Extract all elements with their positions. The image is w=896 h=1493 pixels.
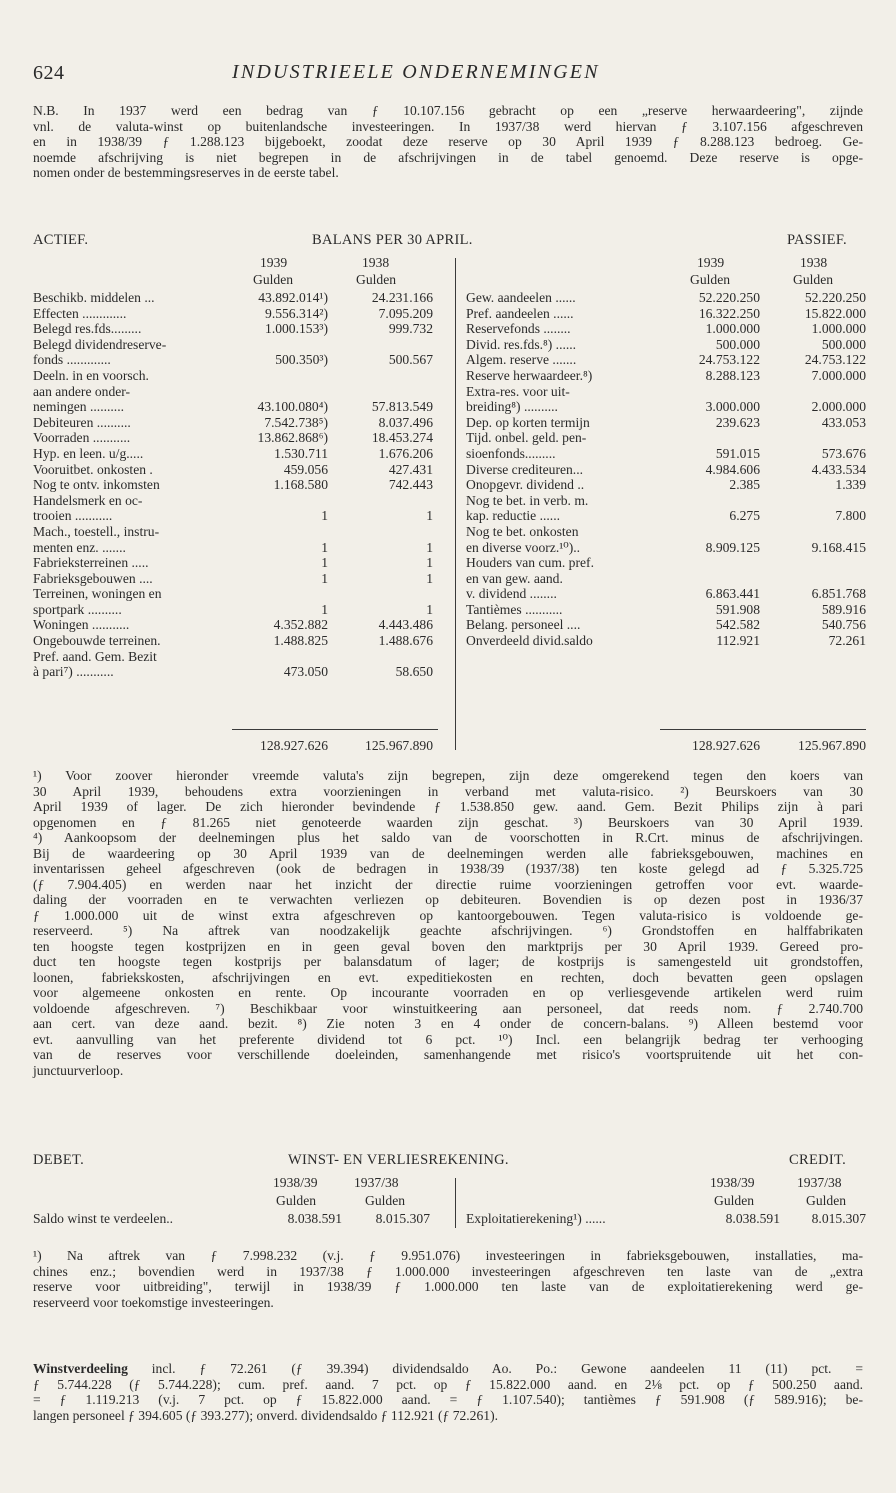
table-row [33, 508, 453, 524]
table-row [466, 368, 866, 384]
row-value-previous: 999.732 [388, 321, 433, 337]
passief-year-1939: 1939 [697, 255, 725, 270]
credit-heading: CREDIT. [789, 1152, 847, 1168]
row-label: menten enz. ....... [33, 539, 126, 555]
actief-table [33, 290, 453, 680]
row-label: breiding⁸) .......... [466, 399, 558, 415]
table-row [33, 446, 453, 462]
page-title: INDUSTRIEELE ONDERNEMINGEN [232, 61, 600, 83]
row-label: Fabrieksgebouwen .... [33, 570, 153, 586]
table-row [33, 337, 453, 353]
row-label: Belegd dividendreserve- [33, 336, 167, 352]
row-label: aan andere onder- [33, 383, 131, 399]
actief-unit-a: Gulden [253, 272, 294, 287]
table-row [33, 617, 453, 633]
text-line: nomen onder de bestemmingsreserves in de eerste tabel. [33, 165, 339, 180]
row-value-previous: 500.567 [388, 352, 433, 368]
row-value-previous: 15.822.000 [804, 305, 866, 321]
credit-year-a: 1938/39 [710, 1175, 755, 1190]
passief-total-rule [660, 729, 866, 730]
row-value-current: 1.530.711 [274, 445, 328, 461]
table-row [33, 384, 453, 400]
actief-total-rule [232, 729, 438, 730]
actief-year-1939: 1939 [260, 255, 288, 270]
text-line: April 1939 of lager. De zich hieronder bevindende ƒ 1.538.850 gew. aand. Gem. Bezit Philips zijn à pari [33, 799, 863, 814]
row-label: Nog te ontv. inkomsten [33, 477, 160, 493]
text-line: Bij de waardeering op 30 April 1939 van de deelnemingen werden alle fabrieksgebouwen, machines en [33, 845, 863, 861]
passief-total-1939: 128.927.626 [692, 738, 760, 753]
table-row [466, 337, 866, 353]
row-label: Gew. aandeelen ...... [466, 290, 576, 305]
row-value-current: 591.908 [715, 601, 760, 617]
row-value-current: 239.623 [715, 414, 760, 430]
table-row [466, 446, 866, 462]
row-value-previous: 52.220.250 [804, 290, 866, 305]
debet-label: Saldo winst te verdeelen.. [33, 1211, 174, 1226]
row-value-previous: 500.000 [821, 336, 866, 352]
text-line: voldoende afgeschreven. ⁷) Beschikbaar voor winstuitkeering aan personeel, dat reeds nom. ƒ 2.740.700 [33, 1000, 863, 1016]
row-value-current: 500.000 [715, 336, 760, 352]
row-label: Ongebouwde terreinen. [33, 633, 161, 649]
row-value-previous: 57.813.549 [371, 399, 433, 415]
actief-unit-b: Gulden [356, 272, 397, 287]
row-value-current: 3.000.000 [705, 399, 760, 415]
row-value-current: 6.863.441 [705, 586, 760, 602]
row-value-previous: 4.433.534 [811, 461, 866, 477]
text-line: reserve voor uitbreiding", terwijl in 1938/39 ƒ 1.000.000 ten laste van de exploitatierekening werd ge- [33, 1279, 863, 1294]
row-value-current: 2.385 [729, 477, 760, 493]
table-row [466, 415, 866, 431]
row-value-current: 542.582 [715, 617, 760, 633]
row-value-current: 112.921 [716, 633, 760, 649]
row-value-current: 4.352.882 [273, 617, 328, 633]
actief-total-1938: 125.967.890 [365, 738, 433, 753]
row-value-current: 52.220.250 [698, 290, 760, 305]
table-row [466, 399, 866, 415]
balance-heading: BALANS PER 30 APRIL. [312, 232, 473, 248]
text-line: reserveerd voor toekomstige investeeringen. [33, 1294, 274, 1310]
table-row [466, 430, 866, 446]
row-value-previous: 72.261 [828, 633, 866, 649]
table-row [466, 321, 866, 337]
text-line: noemde afschrijving is niet begrepen in de afschrijvingen in de tabel genoemd. Deze reserve is opge- [33, 149, 863, 165]
passief-heading: PASSIEF. [787, 232, 847, 248]
row-label: Algem. reserve ....... [466, 352, 577, 368]
table-row [466, 306, 866, 322]
passief-table [466, 290, 866, 649]
table-row [466, 555, 866, 571]
row-value-current: 1.488.825 [273, 633, 328, 649]
row-value-previous: 427.431 [388, 461, 433, 477]
text-line: 30 April 1939, behoudens extra voorzieningen in verband met valuta-risico. ²) Beurskoers van 30 [33, 783, 863, 799]
row-value-previous: 1 [426, 570, 433, 586]
row-label: kap. reductie ...... [466, 508, 560, 524]
passief-year-1938: 1938 [800, 255, 828, 270]
passief-unit-a: Gulden [690, 272, 731, 287]
winstverdeeling-paragraph [33, 1361, 863, 1423]
actief-heading: ACTIEF. [33, 232, 89, 248]
credit-unit-a: Gulden [714, 1193, 755, 1208]
text-line: en in 1938/39 ƒ 1.288.123 bijgeboekt, zoodat deze reserve op 30 April 1939 ƒ 8.288.123 bedroeg. Ge- [33, 134, 863, 149]
row-value-previous: 433.053 [821, 414, 866, 430]
row-label: Reserve herwaardeer.⁸) [466, 367, 593, 383]
pl-divider [455, 1178, 456, 1228]
row-label: Belang. personeel .... [466, 617, 581, 633]
table-row [466, 352, 866, 368]
row-label: Tantièmes ........... [466, 601, 563, 617]
row-value-current: 9.556.314²) [265, 305, 328, 321]
text-line: (ƒ 7.904.405) en werden naar het inzicht der directie ruime voorzieningen getroffen voor evt. waarde- [33, 876, 863, 892]
row-value-previous: 1.676.206 [378, 445, 433, 461]
text-line: ten hoogste tegen kostprijzen en in geen geval boven den marktprijs per 30 April 1939. Gereed pro- [33, 938, 863, 954]
row-label: Nog te bet. onkosten [466, 523, 579, 539]
debet-heading: DEBET. [33, 1152, 85, 1168]
text-line: aan cert. van deze aand. bezit. ⁸) Zie noten 3 en 4 onder de concern-balans. ⁹) Alleen bestemd voor [33, 1016, 863, 1031]
text-line: ¹) Na aftrek van ƒ 7.998.232 (v.j. ƒ 9.951.076) investeeringen in fabrieksgebouwen, installaties, ma- [33, 1248, 863, 1263]
row-value-previous: 2.000.000 [811, 399, 866, 415]
table-row [33, 664, 453, 680]
row-value-current: 1.168.580 [273, 477, 328, 493]
table-row [33, 555, 453, 571]
row-label: à pari⁷) ........... [33, 664, 114, 680]
row-value-previous: 4.443.486 [378, 617, 433, 633]
row-label: sioenfonds......... [466, 445, 556, 461]
row-label: Onverdeeld divid.saldo [466, 633, 593, 649]
row-value-previous: 1 [426, 539, 433, 555]
row-value-current: 500.350³) [275, 352, 328, 368]
row-label: Nog te bet. in verb. m. [466, 492, 589, 508]
text-line: evt. aanvulling van het preferente dividend tot 6 pct. ¹⁰) Incl. een belangrijk bedrag ter verhooging [33, 1031, 863, 1047]
text-line: duct ten hoogste tegen kostprijs per balansdatum of lager; de kostprijs is samengesteld uit grondstoffen, [33, 954, 863, 969]
row-label: v. dividend ........ [466, 586, 557, 602]
row-label: Handelsmerk en oc- [33, 492, 143, 508]
text-line: N.B. In 1937 werd een bedrag van ƒ 10.107.156 gebracht op een „reserve herwaardeering", zijnde [33, 103, 863, 118]
row-label: Vooruitbet. onkosten . [33, 461, 153, 477]
row-value-previous: 742.443 [388, 477, 433, 493]
row-label: Mach., toestell., instru- [33, 523, 160, 539]
row-value-current: 6.275 [729, 508, 760, 524]
table-row [466, 633, 866, 649]
row-value-current: 24.753.122 [698, 352, 760, 368]
row-label: trooien ........... [33, 508, 113, 524]
row-label: Woningen ........... [33, 617, 130, 633]
debet-unit-a: Gulden [276, 1193, 317, 1208]
row-value-previous: 7.800 [835, 508, 866, 524]
table-row [33, 602, 453, 618]
text-line [33, 1361, 863, 1377]
row-value-current: 1 [321, 539, 328, 555]
row-label: Pref. aand. Gem. Bezit [33, 648, 157, 664]
text-line: vnl. de valuta-winst op buitenlandsche investeeringen. In 1937/38 werd hiervan ƒ 3.107.156 afgeschreven [33, 118, 863, 134]
text-line: opgenomen en ƒ 81.265 niet genoteerde waarden zijn geschat. ³) Beurskoers van 30 April 1939. [33, 814, 863, 830]
table-row [466, 571, 866, 587]
text-line: van de reserves voor verschillende doeleinden, samenhangende met risico's voortspruitende uit het con- [33, 1047, 863, 1062]
winstverdeeling-label: Winstverdeeling [33, 1361, 128, 1376]
row-label: Reservefonds ........ [466, 321, 571, 337]
table-row [33, 633, 453, 649]
row-value-current: 43.892.014¹) [258, 290, 328, 305]
text-line: = ƒ 1.119.213 (v.j. 7 pct. op ƒ 15.822.000 aand. = ƒ 1.107.540); tantièmes ƒ 591.908 (ƒ 589.916); be- [33, 1392, 863, 1407]
row-label: Hyp. en leen. u/g..... [33, 445, 144, 461]
text-line: chines enz.; bovendien werd in 1937/38 ƒ 1.000.000 investeeringen afgeschreven ten laste van de „extra [33, 1263, 863, 1279]
debet-year-a: 1938/39 [273, 1175, 318, 1190]
table-row [466, 617, 866, 633]
text-line: inventarissen geheel afgeschreven (ook de bedragen in 1938/39 (1937/38) ten koste gelegd ad ƒ 5.325.725 [33, 861, 863, 876]
row-label: Tijd. onbel. geld. pen- [466, 430, 587, 446]
text-line: loonen, fabriekskosten, afschrijvingen en evt. expeditiekosten en rechten, doch bevatten geen opslagen [33, 969, 863, 985]
balance-footnotes [33, 768, 863, 1078]
row-value-previous: 18.453.274 [371, 430, 433, 446]
text-line: langen personeel ƒ 394.605 (ƒ 393.277); onverd. dividendsaldo ƒ 112.921 (ƒ 72.261). [33, 1407, 499, 1423]
row-label: sportpark .......... [33, 601, 122, 617]
row-label: Effecten ............. [33, 305, 127, 321]
row-value-previous: 24.231.166 [371, 290, 433, 305]
text-line: ¹) Voor zoover hieronder vreemde valuta's zijn begrepen, zijn deze omgerekend tegen den koers van [33, 768, 863, 783]
table-row [33, 571, 453, 587]
passief-total-1938: 125.967.890 [798, 738, 866, 753]
row-value-current: 7.542.738⁵) [264, 414, 328, 430]
row-label: Belegd res.fds......... [33, 321, 142, 337]
nb-note [33, 103, 863, 181]
table-row [33, 493, 453, 509]
row-label: Houders van cum. pref. [466, 555, 594, 571]
row-value-previous: 540.756 [821, 617, 866, 633]
text-line: daling der voorraden en te verwachten verliezen op debiteuren. Bovendien is op dezen post in 1936/37 [33, 892, 863, 907]
table-row [33, 399, 453, 415]
row-value-previous: 1.000.000 [811, 321, 866, 337]
table-row [466, 586, 866, 602]
table-row [466, 384, 866, 400]
row-label: nemingen .......... [33, 399, 124, 415]
row-label: Dep. op korten termijn [466, 414, 590, 430]
debet-unit-b: Gulden [365, 1193, 406, 1208]
table-row [33, 477, 453, 493]
text-line: reserveerd. ⁵) Na aftrek van noodzakelijk geachte afschrijvingen. ⁶) Grondstoffen en halffabrikaten [33, 923, 863, 938]
credit-year-b: 1937/38 [797, 1175, 842, 1190]
text-line: voor algemeene onkosten en rente. Op incourante voorraden en op verliesgevende artikelen werd ruim [33, 985, 863, 1000]
table-row [466, 602, 866, 618]
actief-total-1939: 128.927.626 [260, 738, 328, 753]
row-value-previous: 589.916 [821, 601, 866, 617]
row-value-current: 1 [321, 601, 328, 617]
table-row [33, 290, 453, 306]
table-row [33, 352, 453, 368]
row-value-previous: 1 [426, 601, 433, 617]
table-row [466, 477, 866, 493]
row-value-current: 4.984.606 [705, 461, 760, 477]
row-value-current: 591.015 [715, 445, 760, 461]
row-value-previous: 573.676 [821, 445, 866, 461]
table-row [33, 321, 453, 337]
row-label: en diverse voorz.¹⁰).. [466, 539, 581, 555]
row-value-previous: 7.095.209 [378, 305, 433, 321]
row-label: Voorraden ........... [33, 430, 131, 446]
row-value-current: 459.056 [283, 461, 328, 477]
table-row [33, 586, 453, 602]
table-row [33, 415, 453, 431]
row-label: Extra-res. voor uit- [466, 383, 570, 399]
row-label: Fabrieksterreinen ..... [33, 555, 149, 571]
pl-heading: WINST- EN VERLIESREKENING. [288, 1152, 509, 1168]
row-label: fonds ............. [33, 352, 111, 368]
row-value-previous: 1.339 [835, 477, 866, 493]
text-line: ƒ 5.744.228 (ƒ 5.744.228); cum. pref. aand. 7 pct. op ƒ 15.822.000 aand. en 2⅛ pct. op ƒ 500.250 aand. [33, 1376, 863, 1392]
row-label: Deeln. in en voorsch. [33, 367, 149, 383]
row-label: Terreinen, woningen en [33, 586, 162, 602]
row-label: Diverse crediteuren... [466, 461, 584, 477]
row-value-current: 1.000.000 [705, 321, 760, 337]
debet-value-a: 8.038.591 [287, 1211, 342, 1226]
table-row [33, 368, 453, 384]
text-line: ƒ 1.000.000 uit de winst extra afgeschreven op kantoorgebouwen. Tegen valuta-risico is voldoende ge- [33, 907, 863, 923]
debet-year-b: 1937/38 [354, 1175, 399, 1190]
passief-unit-b: Gulden [793, 272, 834, 287]
row-value-current: 43.100.080⁴) [257, 399, 328, 415]
table-row [33, 430, 453, 446]
table-row [33, 540, 453, 556]
row-label: en van gew. aand. [466, 570, 563, 586]
credit-value-a: 8.038.591 [725, 1211, 780, 1226]
pl-footnote [33, 1248, 863, 1310]
row-value-current: 1.000.153³) [265, 321, 328, 337]
row-value-previous: 24.753.122 [804, 352, 866, 368]
row-value-previous: 1.488.676 [378, 633, 433, 649]
text-line: junctuurverloop. [33, 1062, 124, 1078]
table-row [466, 524, 866, 540]
row-value-previous: 6.851.768 [811, 586, 866, 602]
row-value-current: 1 [321, 570, 328, 586]
row-label: Beschikb. middelen ... [33, 290, 155, 305]
row-value-current: 8.909.125 [705, 539, 760, 555]
page-number: 624 [33, 62, 65, 84]
row-value-previous: 7.000.000 [811, 367, 866, 383]
row-value-current: 473.050 [283, 664, 328, 680]
row-value-current: 1 [321, 555, 328, 571]
row-label: Divid. res.fds.⁸) ...... [466, 336, 577, 352]
table-row [466, 462, 866, 478]
row-value-previous: 1 [426, 555, 433, 571]
debet-value-b: 8.015.307 [375, 1211, 430, 1226]
actief-year-1938: 1938 [362, 255, 390, 270]
row-label: Onopgevr. dividend .. [466, 477, 585, 493]
row-value-previous: 8.037.496 [378, 414, 433, 430]
row-value-previous: 1 [426, 508, 433, 524]
credit-label: Exploitatierekening¹) ...... [466, 1211, 606, 1226]
table-row [466, 540, 866, 556]
credit-value-b: 8.015.307 [811, 1211, 866, 1226]
table-row [33, 306, 453, 322]
row-label: Pref. aandeelen ...... [466, 305, 574, 321]
table-row [466, 290, 866, 306]
row-value-current: 1 [321, 508, 328, 524]
table-row [466, 508, 866, 524]
row-value-previous: 58.650 [395, 664, 433, 680]
table-row [466, 493, 866, 509]
table-row [33, 462, 453, 478]
row-value-current: 16.322.250 [698, 305, 760, 321]
row-value-current: 13.862.868⁶) [257, 430, 328, 446]
winstverdeeling-text: incl. ƒ 72.261 (ƒ 39.394) dividendsaldo Ao. Po.: Gewone aandeelen 11 (11) pct. = [127, 1361, 863, 1376]
text-line: ⁴) Aankoopsom der deelnemingen plus het saldo van de voorschotten in R.Crt. minus de afschrijvingen. [33, 830, 863, 845]
row-label: Debiteuren .......... [33, 414, 131, 430]
credit-unit-b: Gulden [806, 1193, 847, 1208]
table-row [33, 524, 453, 540]
balance-divider [455, 258, 456, 750]
table-row [33, 649, 453, 665]
row-value-current: 8.288.123 [705, 367, 760, 383]
row-value-previous: 9.168.415 [811, 539, 866, 555]
